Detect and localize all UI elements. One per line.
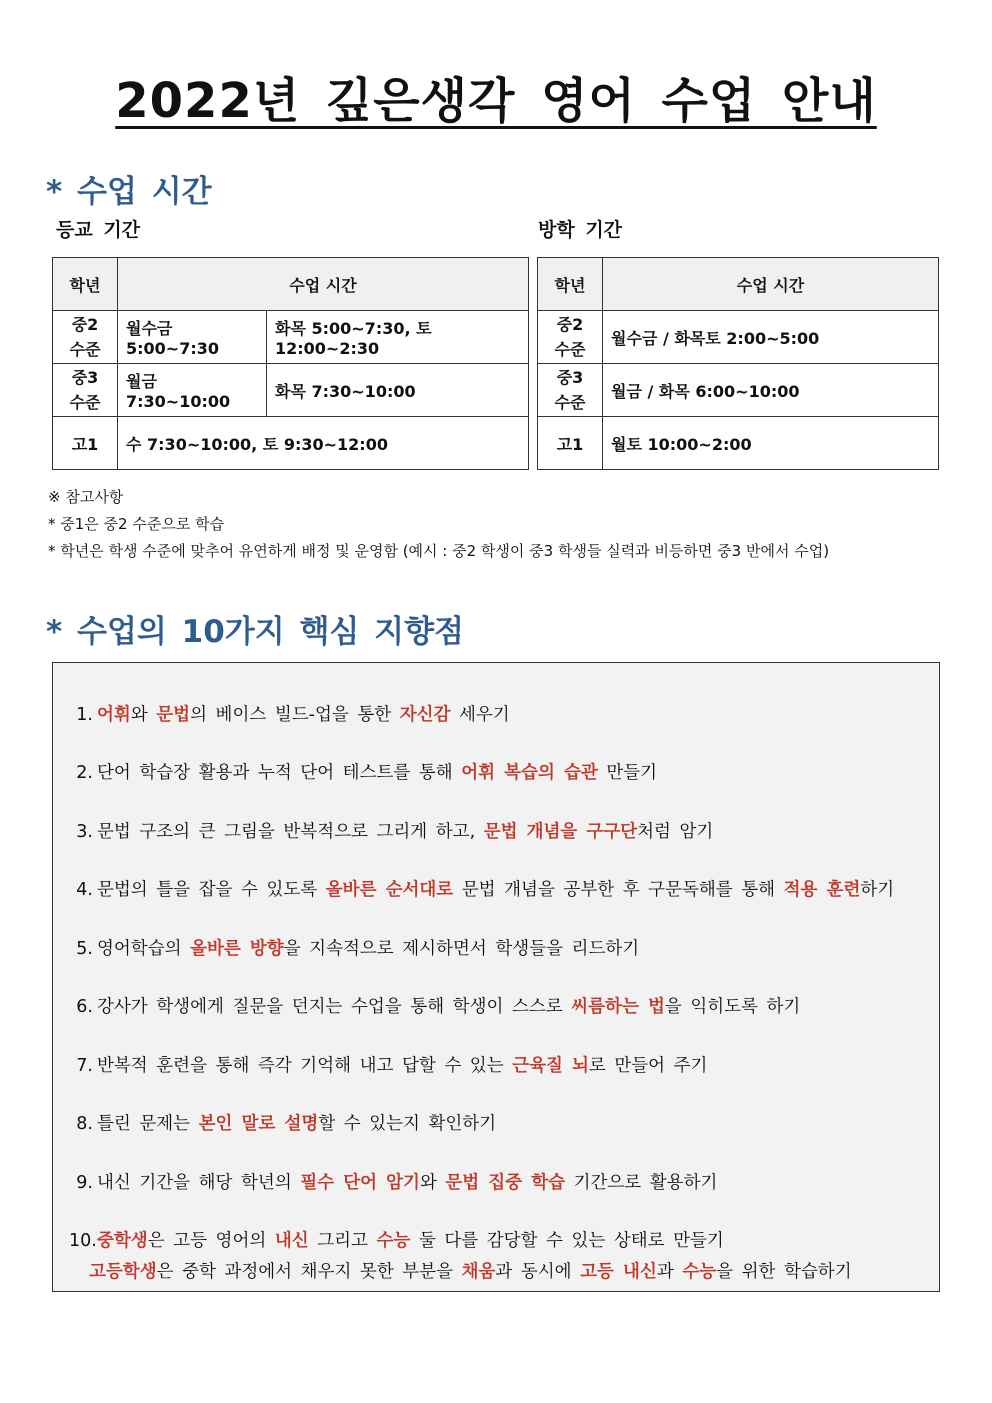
core-point-item <box>69 876 894 901</box>
core-point-item <box>69 1227 852 1283</box>
highlight-text: 중학생 <box>97 1231 148 1251</box>
point-text: 내신 기간을 해당 학년의 <box>97 1173 301 1193</box>
highlight-text: 적용 훈련 <box>783 880 861 900</box>
point-text: 처럼 암기 <box>637 822 714 842</box>
grade-cell: 중3 수준 <box>53 364 118 417</box>
highlight-text: 필수 단어 암기 <box>300 1173 420 1193</box>
page-title-wrap <box>0 62 992 131</box>
point-number: 8. <box>76 1114 93 1134</box>
notes-title: ※ 참고사항 <box>48 488 124 506</box>
point-text: 세우기 <box>450 705 510 725</box>
highlight-text: 고등학생 <box>89 1262 157 1282</box>
table-row <box>538 417 939 470</box>
point-text: 로 만들어 주기 <box>588 1056 708 1076</box>
point-number: 6. <box>76 997 93 1017</box>
table-row <box>53 364 529 417</box>
time-cell: 월수금 5:00~7:30 <box>118 311 267 364</box>
point-text: 문법 개념을 공부한 후 구문독해를 통해 <box>453 880 784 900</box>
point-text: 둘 다를 감당할 수 있는 상태로 만들기 <box>410 1231 724 1251</box>
highlight-text: 올바른 순서대로 <box>325 880 454 900</box>
point-text: 틀린 문제는 <box>97 1114 199 1134</box>
point-text: 강사가 학생에게 질문을 던지는 수업을 통해 학생이 스스로 <box>97 997 572 1017</box>
point-text: 와 <box>419 1173 446 1193</box>
school-period-label: 등교 기간 <box>56 219 141 241</box>
point-text: 은 중학 과정에서 채우지 못한 부분을 <box>156 1262 462 1282</box>
point-text: 와 <box>130 705 157 725</box>
point-text: 을 익히도록 하기 <box>664 997 801 1017</box>
core-points-heading: * 수업의 10가지 핵심 지향점 <box>46 614 464 650</box>
core-point-item <box>69 759 657 784</box>
time-cell: 수 7:30~10:00, 토 9:30~12:00 <box>118 417 529 470</box>
highlight-text: 고등 내신 <box>580 1262 657 1282</box>
header-time: 수업 시간 <box>603 258 939 311</box>
vacation-period-table <box>537 257 939 470</box>
point-text: 영어학습의 <box>97 939 191 959</box>
table-header-row <box>53 258 529 311</box>
point-text: 문법의 틀을 잡을 수 있도록 <box>97 880 326 900</box>
time-cell: 월토 10:00~2:00 <box>603 417 939 470</box>
highlight-text: 어휘 복습의 습관 <box>461 763 598 783</box>
point-text: 과 동시에 <box>495 1262 581 1282</box>
point-number: 4. <box>76 880 93 900</box>
point-number: 1. <box>76 705 93 725</box>
point-number: 3. <box>76 822 93 842</box>
table-row <box>538 364 939 417</box>
table-header-row <box>538 258 939 311</box>
note-item: * 중1은 중2 수준으로 학습 <box>48 515 225 533</box>
core-point-item <box>69 1052 707 1077</box>
time-cell: 월금 / 화목 6:00~10:00 <box>603 364 939 417</box>
highlight-text: 씨름하는 법 <box>571 997 665 1017</box>
time-cell: 화목 5:00~7:30, 토 12:00~2:30 <box>267 311 529 364</box>
highlight-text: 올바른 방향 <box>190 939 284 959</box>
table-row <box>53 417 529 470</box>
highlight-text: 근육질 뇌 <box>512 1056 589 1076</box>
core-point-item <box>69 1110 496 1135</box>
core-point-item <box>69 818 713 843</box>
school-period-table <box>52 257 529 470</box>
time-cell: 화목 7:30~10:00 <box>267 364 529 417</box>
notes-block <box>48 484 829 565</box>
highlight-text: 어휘 <box>97 705 131 725</box>
point-text: 의 베이스 빌드-업을 통한 <box>190 705 400 725</box>
grade-cell: 중3 수준 <box>538 364 603 417</box>
highlight-text: 수능 <box>682 1262 717 1282</box>
grade-cell: 중2 수준 <box>53 311 118 364</box>
point-text: 은 고등 영어의 <box>147 1231 275 1251</box>
highlight-text: 자신감 <box>399 705 451 725</box>
core-point-item <box>69 701 510 726</box>
core-point-item <box>69 935 639 960</box>
point-number: 10. <box>69 1231 97 1251</box>
point-number: 2. <box>76 763 93 783</box>
time-cell: 월금 7:30~10:00 <box>118 364 267 417</box>
point-text: 할 수 있는지 확인하기 <box>318 1114 497 1134</box>
point-text: 만들기 <box>597 763 658 783</box>
point-text: 을 지속적으로 제시하면서 학생들을 리드하기 <box>283 939 640 959</box>
point-text: 단어 학습장 활용과 누적 단어 테스트를 통해 <box>97 763 462 783</box>
point-text: 기간으로 활용하기 <box>565 1173 718 1193</box>
header-grade: 학년 <box>53 258 118 311</box>
vacation-period-label: 방학 기간 <box>538 219 623 241</box>
point-text: 하기 <box>860 880 895 900</box>
point-number: 9. <box>76 1173 93 1193</box>
highlight-text: 문법 집중 학습 <box>445 1173 566 1193</box>
point-number: 5. <box>76 939 93 959</box>
point-text: 문법 구조의 큰 그림을 반복적으로 그리게 하고, <box>97 822 484 842</box>
point-number: 7. <box>76 1056 93 1076</box>
highlight-text: 본인 말로 설명 <box>198 1114 319 1134</box>
point-text: 반복적 훈련을 통해 즉각 기억해 내고 답할 수 있는 <box>97 1056 513 1076</box>
grade-cell: 고1 <box>538 417 603 470</box>
highlight-text: 문법 개념을 구구단 <box>483 822 638 842</box>
point-text: 그리고 <box>308 1231 377 1251</box>
table-row <box>53 311 529 364</box>
page-title: 2022년 깊은생각 영어 수업 안내 <box>115 73 877 129</box>
point-continuation <box>69 1258 852 1283</box>
highlight-text: 수능 <box>376 1231 411 1251</box>
note-item: * 학년은 학생 수준에 맞추어 유연하게 배정 및 운영함 (예시 : 중2 학생이 중3 학생들 실력과 비등하면 중3 반에서 수업) <box>48 542 830 560</box>
class-time-heading: * 수업 시간 <box>46 174 212 210</box>
highlight-text: 문법 <box>156 705 191 725</box>
highlight-text: 채움 <box>461 1262 496 1282</box>
point-text: 을 위한 학습하기 <box>716 1262 852 1282</box>
core-points-box <box>52 662 940 1292</box>
core-point-item <box>69 993 800 1018</box>
grade-cell: 중2 수준 <box>538 311 603 364</box>
core-point-item <box>69 1169 717 1194</box>
grade-cell: 고1 <box>53 417 118 470</box>
point-text: 과 <box>656 1262 683 1282</box>
highlight-text: 내신 <box>274 1231 309 1251</box>
table-row <box>538 311 939 364</box>
header-time: 수업 시간 <box>118 258 529 311</box>
time-cell: 월수금 / 화목토 2:00~5:00 <box>603 311 939 364</box>
header-grade: 학년 <box>538 258 603 311</box>
